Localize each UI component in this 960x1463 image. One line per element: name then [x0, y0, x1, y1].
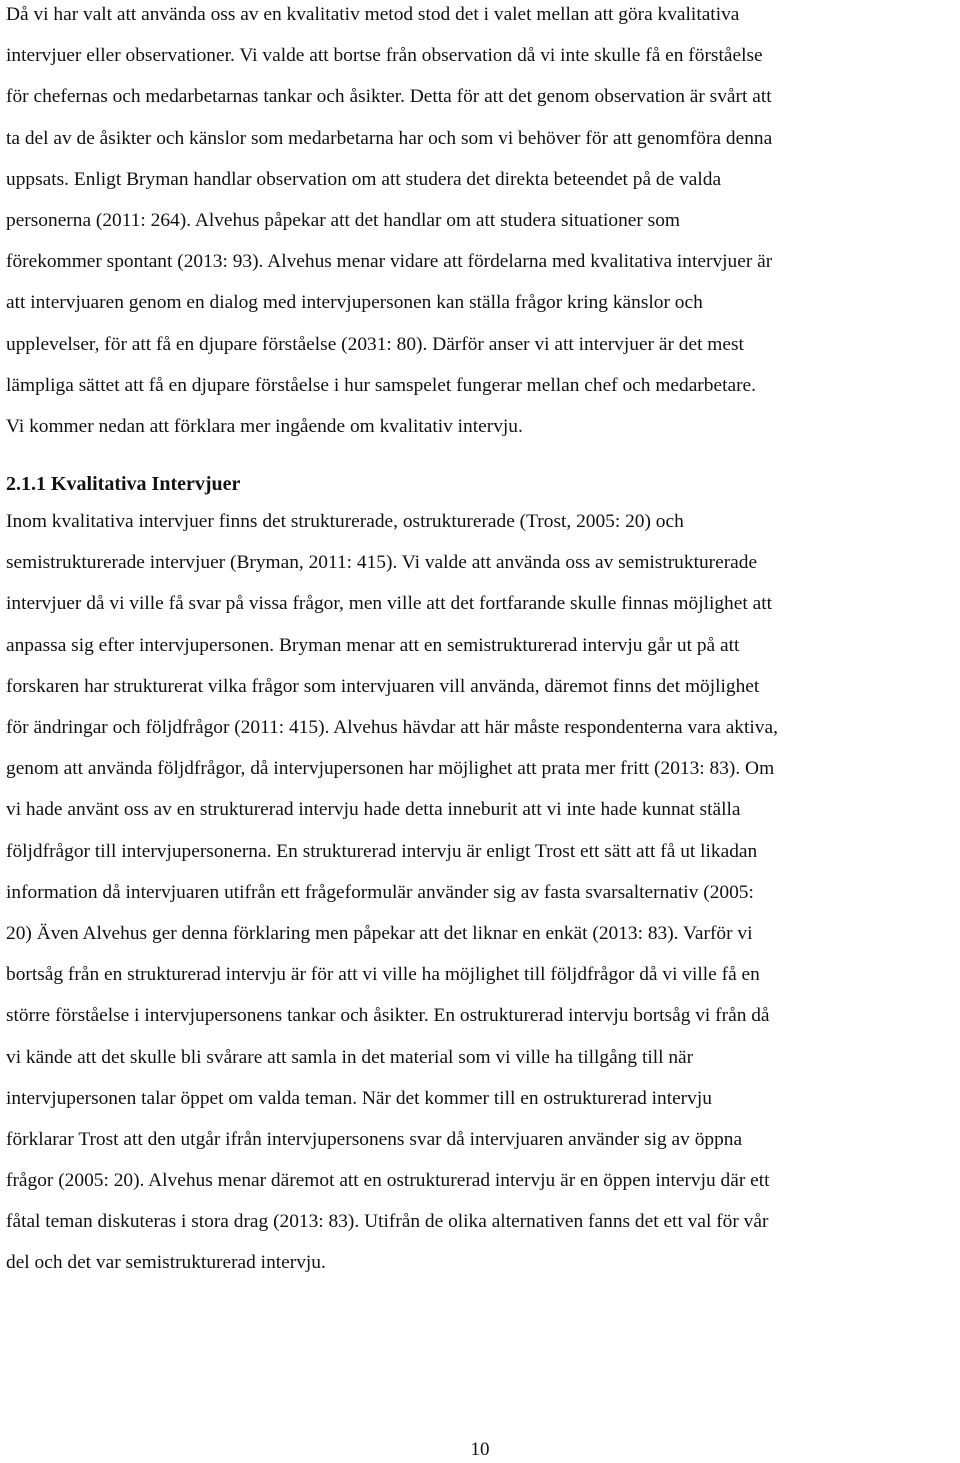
text-line: Då vi har valt att använda oss av en kvalitativ metod stod det i valet mellan att göra kvalitativa [6, 4, 740, 25]
text-line: vi kände att det skulle bli svårare att samla in det material som vi ville ha tillgång till när [6, 1046, 694, 1068]
text-line: förekommer spontant (2013: 93). Alvehus menar vidare att fördelarna med kvalitativa intervjuer är [6, 251, 773, 273]
text-line: intervjupersonen talar öppet om valda teman. När det kommer till en ostrukturerad intervju [6, 1087, 712, 1109]
text-line: 20) Även Alvehus ger denna förklaring men påpekar att det liknar en enkät (2013: 83). Varför vi [6, 922, 753, 944]
text-line: forskaren har strukturerat vilka frågor som intervjuaren vill använda, däremot finns det möjlighet [6, 675, 760, 697]
text-line: personerna (2011: 264). Alvehus påpekar att det handlar om att studera situationer som [6, 209, 680, 231]
text-line: Inom kvalitativa intervjuer finns det strukturerade, ostrukturerade (Trost, 2005: 20) och [6, 511, 684, 533]
text-line: vi hade använt oss av en strukturerad intervju hade detta inneburit att vi inte hade kunnat ställa [6, 799, 741, 821]
text-line: följdfrågor till intervjupersonerna. En strukturerad intervju är enligt Trost ett sätt att få ut likadan [6, 840, 758, 862]
text-line: lämpliga sättet att få en djupare förståelse i hur samspelet fungerar mellan chef och medarbetare. [6, 374, 756, 396]
text-line: uppsats. Enligt Bryman handlar observation om att studera det direkta beteendet på de valda [6, 168, 722, 190]
text-line: större förståelse i intervjupersonens tankar och åsikter. En ostrukturerad intervju bortsåg vi från då [6, 1005, 770, 1027]
text-line: bortsåg från en strukturerad intervju är för att vi ville ha möjlighet till följdfrågor då vi ville få en [6, 964, 760, 986]
text-line: fåtal teman diskuteras i stora drag (2013: 83). Utifrån de olika alternativen fanns det ett val för vår [6, 1211, 769, 1233]
text-line: Vi kommer nedan att förklara mer ingående om kvalitativ intervju. [6, 415, 523, 437]
text-line: intervjuer då vi ville få svar på vissa frågor, men ville att det fortfarande skulle finnas möjlighet att [6, 593, 772, 615]
text-line: förklarar Trost att den utgår ifrån intervjupersonens svar då intervjuaren använder sig av öppna [6, 1128, 743, 1150]
text-line: för ändringar och följdfrågor (2011: 415). Alvehus hävdar att här måste respondenterna vara aktiva, [6, 717, 778, 738]
document-page [6, 0, 958, 1284]
paragraph-gap [6, 447, 958, 469]
text-line: ta del av de åsikter och känslor som medarbetarna har och som vi behöver för att genomföra denna [6, 127, 773, 149]
text-line: intervjuer eller observationer. Vi valde att bortse från observation då vi inte skulle få en förståelse [6, 45, 763, 67]
text-line: anpassa sig efter intervjupersonen. Bryman menar att en semistrukturerad intervju går ut på att [6, 634, 740, 656]
text-line: del och det var semistrukturerad intervju. [6, 1252, 326, 1274]
text-line: upplevelser, för att få en djupare förståelse (2031: 80). Därför anser vi att intervjuer är det mest [6, 333, 744, 355]
paragraph-methods-choice [6, 0, 958, 447]
text-line: att intervjuaren genom en dialog med intervjupersonen kan ställa frågor kring känslor och [6, 292, 703, 314]
section-heading: 2.1.1 Kvalitativa Intervjuer [6, 473, 241, 496]
text-line: information då intervjuaren utifrån ett frågeformulär använder sig av fasta svarsalternativ (2005: [6, 881, 754, 903]
paragraph-qualitative-interviews [6, 501, 958, 1284]
text-line: semistrukturerade intervjuer (Bryman, 2011: 415). Vi valde att använda oss av semistrukturerade [6, 552, 758, 574]
text-line: för chefernas och medarbetarnas tankar och åsikter. Detta för att det genom observation är svårt att [6, 86, 772, 108]
text-line: genom att använda följdfrågor, då intervjupersonen har möjlighet att prata mer fritt (2013: 83). Om [6, 758, 775, 780]
text-line: frågor (2005: 20). Alvehus menar däremot att en ostrukturerad intervju är en öppen intervju där ett [6, 1170, 770, 1192]
page-number: 10 [470, 1439, 490, 1460]
